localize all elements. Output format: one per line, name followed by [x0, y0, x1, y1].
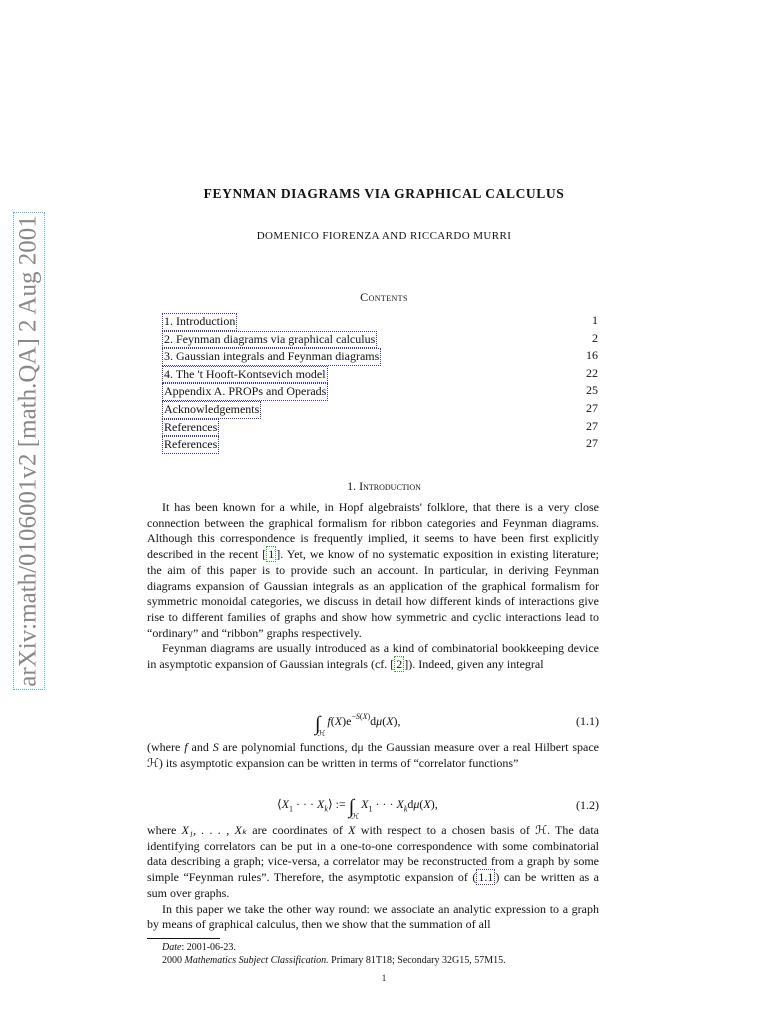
citation-link[interactable]: 2 — [396, 657, 403, 672]
paragraph: In this paper we take the other way round: we associate an analytic expression to a graph by means of graphical calculus, then we show that the summation of all — [147, 901, 599, 932]
toc-page-number: 2 — [592, 330, 598, 345]
equation-body: $\int_ℋf(X)e^{-S(X)}d\mu(X)$, — [315, 712, 401, 738]
toc-page-number: 27 — [586, 400, 598, 415]
body-text-block — [147, 500, 599, 673]
citation-link[interactable]: 1 — [268, 547, 275, 562]
toc-link[interactable]: References — [162, 419, 219, 437]
toc-page-number: 27 — [586, 436, 598, 451]
paper-title: FEYNMAN DIAGRAMS VIA GRAPHICAL CALCULUS — [203, 186, 565, 201]
toc-entry — [162, 383, 598, 401]
equation-reference-link[interactable]: 1.1 — [478, 870, 494, 885]
toc-link[interactable]: 2. Feynman diagrams via graphical calculus — [162, 331, 377, 349]
equation-body: $⟨X_1$ · · · $X_k⟩$ := $\int_ℋX_1$ · · · $X_kd\mu(X)$, — [277, 796, 438, 821]
toc-link[interactable]: Appendix A. PROPs and Operads — [162, 383, 328, 401]
toc-link[interactable]: References — [162, 436, 219, 454]
toc-link[interactable]: 1. Introduction — [162, 313, 237, 331]
toc-entry — [162, 313, 598, 331]
table-of-contents — [162, 313, 598, 454]
toc-entry — [162, 348, 598, 366]
toc-entry — [162, 366, 598, 384]
equation-number: (1.2) — [576, 798, 599, 812]
toc-entry — [162, 419, 598, 437]
paragraph: (where f and S are polynomial functions, dμ the Gaussian measure over a real Hilbert space ℋ) its asymptotic expansion can be written in terms of “correlator functions” — [147, 740, 600, 770]
toc-page-number: 22 — [586, 365, 598, 380]
toc-page-number: 1 — [592, 313, 598, 327]
footnote-msc: 2000 Mathematics Subject Classification. Primary 81T18; Secondary 32G15, 57M15. — [162, 955, 506, 966]
footnote-rule — [147, 938, 220, 939]
toc-page-number: 16 — [586, 348, 598, 363]
footnote-date: Date: 2001-06-23. — [162, 942, 236, 953]
arxiv-stamp[interactable] — [13, 212, 45, 690]
paper-authors: DOMENICO FIORENZA AND RICCARDO MURRI — [256, 230, 512, 242]
arxiv-identifier: arXiv:math/0106001v2 [math.QA] 2 Aug 2001 — [15, 215, 43, 687]
paragraph: It has been known for a while, in Hopf algebraists' folklore, that there is a very close connection between the graphical formalism for ribbon categories and Feynman diagrams. Although this correspondence is frequently implied, it seems to have been first explicitly described in the recent [ 1 ]. Yet, we know of no systematic exposition in existing literature; the aim of this paper is to provide such an account. In particular, in deriving Feynman diagrams expansion of Gaussian integrals as an application of the graphical formalism for symmetric monoidal categories, we discuss in detail how different kinds of interactions give rise to different families of graphs and show how symmetric and cyclic interactions lead to “ordinary” and “ribbon” graphs respectively. — [147, 500, 599, 640]
paragraph: where X₁, . . . , Xₖ are coordinates of X with respect to a chosen basis of ℋ. The data identifying correlators can be put in a one-to-one correspondence with some combinatorial data describing a graph; vice-versa, a correlator may be reconstructed from a graph by some simple “Feynman rules”. Therefore, the asymptotic expansion of ( 1.1 ) can be written as a sum over graphs. — [147, 823, 599, 900]
equation-number: (1.1) — [576, 714, 599, 728]
page-number: 1 — [381, 973, 387, 983]
body-text-block — [147, 740, 599, 771]
toc-entry — [162, 401, 598, 419]
footnotes — [162, 941, 599, 967]
toc-entry — [162, 436, 598, 454]
toc-link[interactable]: 3. Gaussian integrals and Feynman diagrams — [162, 348, 381, 366]
toc-page-number: 27 — [586, 418, 598, 433]
equation-1-2 — [147, 788, 599, 822]
paragraph: Feynman diagrams are usually introduced as a kind of combinatorial bookkeeping device in asymptotic expansion of Gaussian integrals (cf. [ 2 ]). Indeed, given any integral — [147, 641, 599, 672]
toc-entry — [162, 331, 598, 349]
toc-link[interactable]: 4. The 't Hooft-Kontsevich model — [162, 366, 328, 384]
contents-heading: Contents — [360, 290, 408, 304]
section-heading: 1. Introduction — [347, 479, 421, 493]
toc-link[interactable]: Acknowledgements — [162, 401, 261, 419]
toc-page-number: 25 — [586, 383, 598, 398]
equation-1-1 — [147, 704, 599, 738]
body-text-block — [147, 823, 599, 933]
